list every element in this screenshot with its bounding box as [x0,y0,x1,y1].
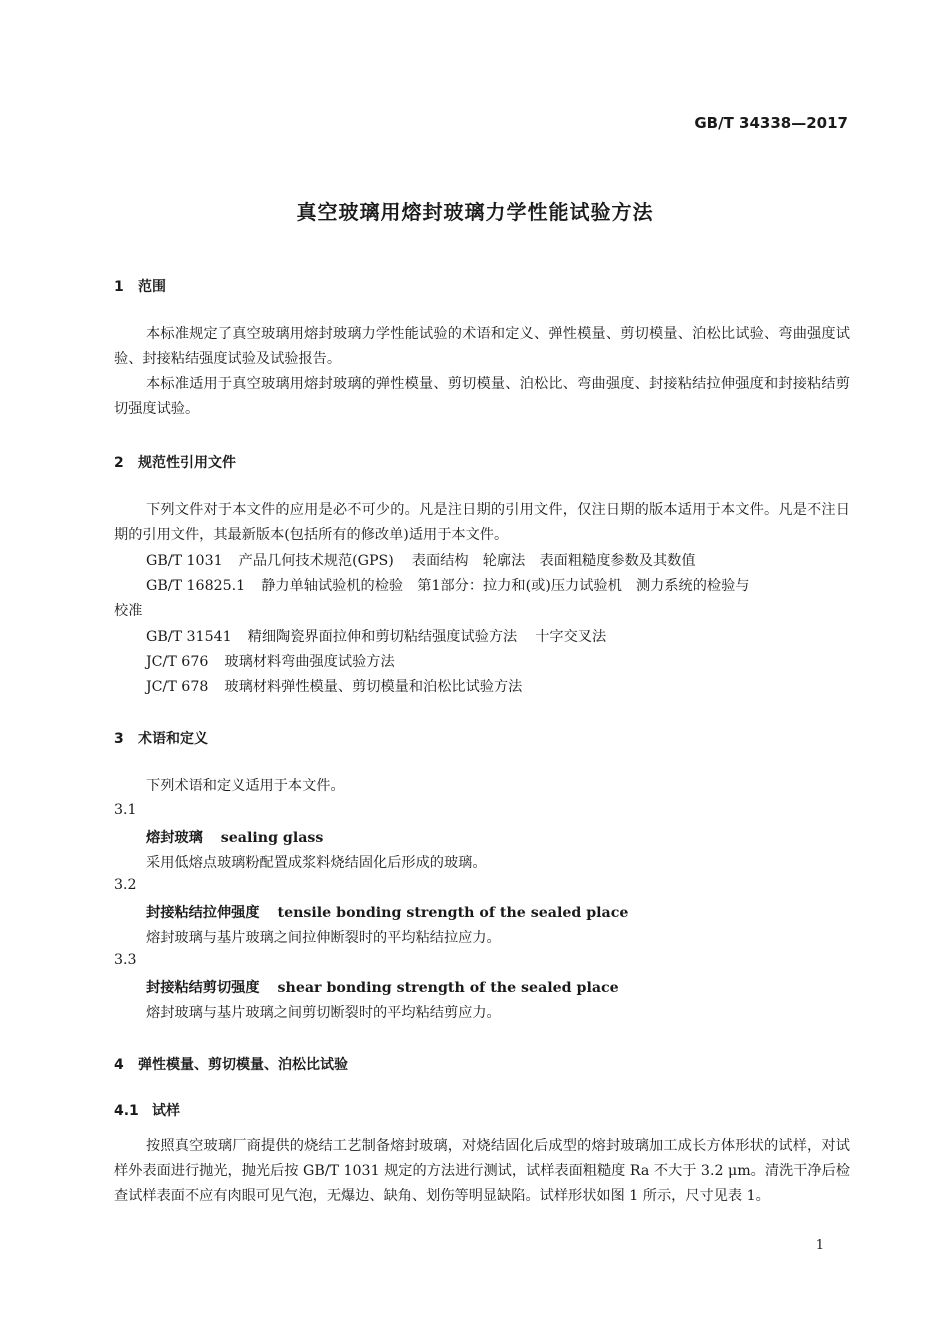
reference-item [146,676,522,696]
term-zh: 熔封玻璃 [146,830,203,846]
term-definition: 熔封玻璃与基片玻璃之间剪切断裂时的平均粘结剪应力。 [146,1005,501,1021]
terms-intro: 下列术语和定义适用于本文件。 [146,778,345,794]
reference-code: GB/T 16825.1 [146,578,246,594]
term-heading [146,827,323,847]
reference-title: 玻璃材料弹性模量、剪切模量和泊松比试验方法 [224,679,523,695]
specimen-paragraph: 按照真空玻璃厂商提供的烧结工艺制备熔封玻璃，对烧结固化后成型的熔封玻璃加工成长方体形状的试样，对试样外表面进行抛光，抛光后按 GB/T 1031 规定的方法进行测试，试样表面粗糙度 Ra 不大于 3.2 μm。清洗干净后检查试样表面不应有肉眼可见气泡，无爆边、缺角、划伤等明显缺陷。试样形状如图 1 所示，尺寸见表 1。 [114,1138,850,1204]
reference-title-rest: 表面结构 轮廓法 表面粗糙度参数及其数值 [411,553,696,569]
reference-code: GB/T 1031 [146,553,223,569]
reference-item-continuation: 校准 [114,603,143,619]
section-4-heading [114,1054,348,1074]
reference-title-rest: 十字交叉法 [535,629,607,645]
document-title: 真空玻璃用熔封玻璃力学性能试验方法 [296,200,654,224]
term-zh: 封接粘结剪切强度 [146,980,260,996]
subsection-number: 4.1 [114,1103,139,1119]
section-number: 1 [114,279,124,295]
term-zh: 封接粘结拉伸强度 [146,905,260,921]
term-number: 3.2 [114,877,137,893]
reference-item [146,626,606,646]
subsection-title: 试样 [152,1103,180,1119]
term-number: 3.1 [114,802,137,818]
section-title: 范围 [138,279,166,295]
reference-title: 静力单轴试验机的检验 第1部分：拉力和(或)压力试验机 测力系统的检验与 [261,578,750,594]
scope-paragraph-2: 本标准适用于真空玻璃用熔封玻璃的弹性模量、剪切模量、泊松比、弯曲强度、封接粘结拉伸强度和封接粘结剪切强度试验。 [114,376,850,417]
section-title: 弹性模量、剪切模量、泊松比试验 [138,1057,348,1073]
reference-code: GB/T 31541 [146,629,232,645]
term-heading [146,977,619,997]
section-title: 术语和定义 [138,731,208,747]
subsection-4-1-heading [114,1100,180,1120]
term-en: sealing glass [220,830,324,846]
term-number: 3.3 [114,952,137,968]
section-number: 2 [114,455,124,471]
reference-item [146,575,749,595]
term-en: tensile bonding strength of the sealed place [277,905,629,921]
section-title: 规范性引用文件 [138,455,236,471]
term-definition: 采用低熔点玻璃粉配置成浆料烧结固化后形成的玻璃。 [146,855,487,871]
section-2-heading [114,452,236,472]
reference-title: 玻璃材料弯曲强度试验方法 [224,654,395,670]
reference-code: JC/T 676 [146,654,209,670]
reference-item [146,651,395,671]
section-3-heading [114,728,208,748]
section-number: 4 [114,1057,124,1073]
section-1-heading [114,276,166,296]
reference-item [146,550,696,570]
term-definition: 熔封玻璃与基片玻璃之间拉伸断裂时的平均粘结拉应力。 [146,930,501,946]
page-number: 1 [815,1238,824,1253]
reference-title: 精细陶瓷界面拉伸和剪切粘结强度试验方法 [247,629,518,645]
section-number: 3 [114,731,124,747]
reference-code: JC/T 678 [146,679,209,695]
references-intro: 下列文件对于本文件的应用是必不可少的。凡是注日期的引用文件，仅注日期的版本适用于本文件。凡是不注日期的引用文件，其最新版本(包括所有的修改单)适用于本文件。 [114,502,850,543]
standard-number: GB/T 34338—2017 [694,114,848,132]
term-en: shear bonding strength of the sealed place [277,980,619,996]
term-heading [146,902,628,922]
reference-title: 产品几何技术规范(GPS) [238,553,394,569]
scope-paragraph-1: 本标准规定了真空玻璃用熔封玻璃力学性能试验的术语和定义、弹性模量、剪切模量、泊松比试验、弯曲强度试验、封接粘结强度试验及试验报告。 [114,326,850,367]
